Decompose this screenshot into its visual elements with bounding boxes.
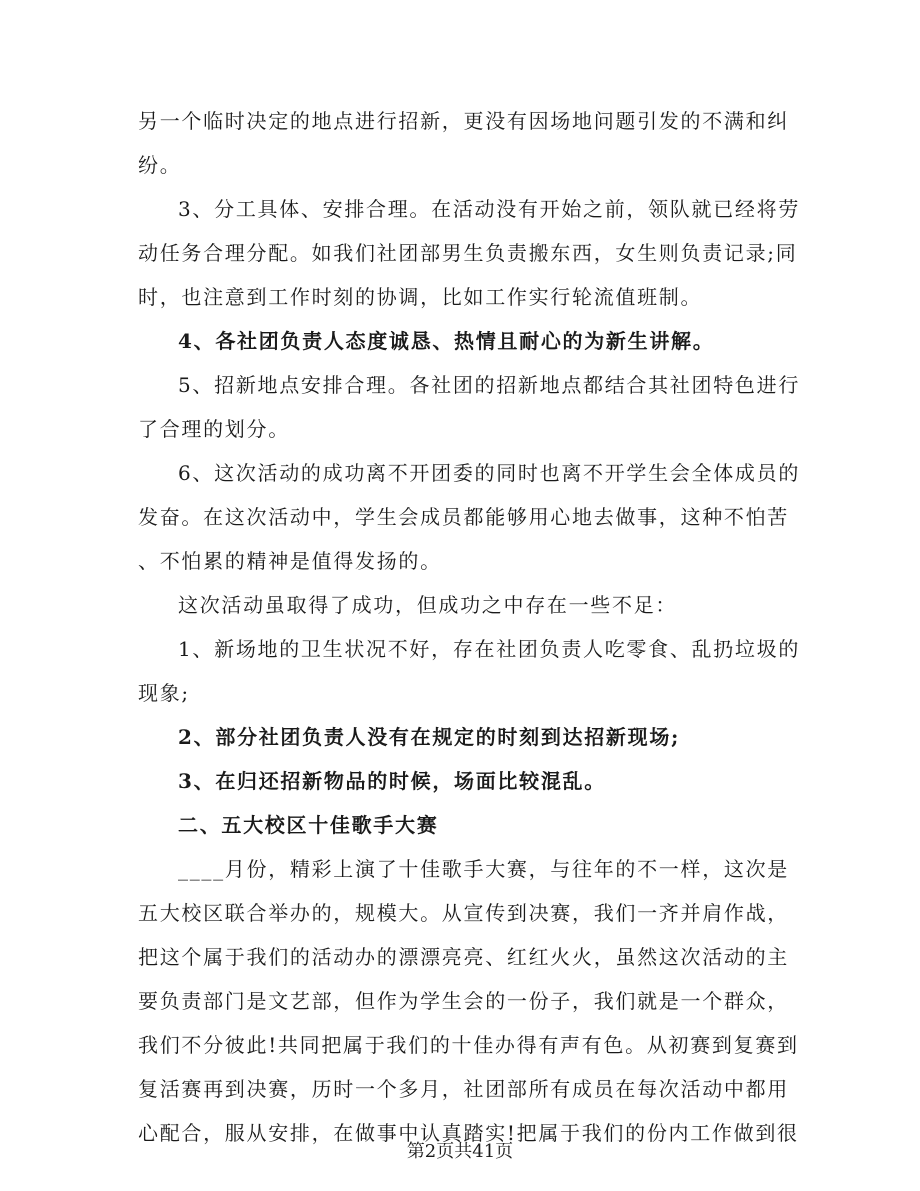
shortcoming-2-bold: 2、部分社团负责人没有在规定的时刻到达招新现场;: [178, 725, 681, 749]
section-heading: 二、五大校区十佳歌手大赛: [178, 813, 439, 837]
section-paragraph-line: ____月份，精彩上演了十佳歌手大赛，与往年的不一样，这次是: [178, 857, 789, 881]
shortcomings-intro: 这次活动虽取得了成功，但成功之中存在一些不足：: [178, 593, 678, 617]
shortcoming-3-bold: 3、在归还招新物品的时候，场面比较混乱。: [178, 769, 606, 793]
text-line: 复活赛再到决赛，历时一个多月，社团部所有成员在每次活动中都用: [138, 1077, 789, 1101]
list-item-3-line: 3、分工具体、安排合理。在活动没有开始之前，领队就已经将劳: [178, 197, 801, 221]
text-line: 另一个临时决定的地点进行招新，更没有因场地问题引发的不满和纠: [138, 109, 789, 133]
text-line: 我们不分彼此!共同把属于我们的十佳办得有声有色。从初赛到复赛到: [138, 1033, 799, 1057]
text-line: 时，也注意到工作时刻的协调，比如工作实行轮流值班制。: [138, 285, 703, 309]
text-line: 现象;: [138, 681, 190, 705]
shortcoming-1-line: 1、新场地的卫生状况不好，存在社团负责人吃零食、乱扔垃圾的: [178, 637, 801, 661]
list-item-5-line: 5、招新地点安排合理。各社团的招新地点都结合其社团特色进行: [178, 373, 801, 397]
text-line: 心配合，服从安排，在做事中认真踏实!把属于我们的份内工作做到很: [138, 1121, 799, 1145]
text-line: 动任务合理分配。如我们社团部男生负责搬东西，女生则负责记录;同: [138, 241, 798, 265]
text-line: 把这个属于我们的活动办的漂漂亮亮、红红火火，虽然这次活动的主: [138, 945, 789, 969]
list-item-6-line: 6、这次活动的成功离不开团委的同时也离不开学生会全体成员的: [178, 461, 801, 485]
page-number: 第2页共41页: [406, 1141, 514, 1162]
text-line: 了合理的划分。: [138, 417, 290, 441]
list-item-4-bold: 4、各社团负责人态度诚恳、热情且耐心的为新生讲解。: [178, 329, 715, 353]
text-line: 、不怕累的精神是值得发扬的。: [138, 549, 442, 573]
text-line: 要负责部门是文艺部，但作为学生会的一份子，我们就是一个群众，: [138, 989, 789, 1013]
text-line: 纷。: [138, 153, 182, 177]
text-line: 五大校区联合举办的，规模大。从宣传到决赛，我们一齐并肩作战，: [138, 901, 789, 925]
text-line: 发奋。在这次活动中，学生会成员都能够用心地去做事，这种不怕苦: [138, 505, 789, 529]
